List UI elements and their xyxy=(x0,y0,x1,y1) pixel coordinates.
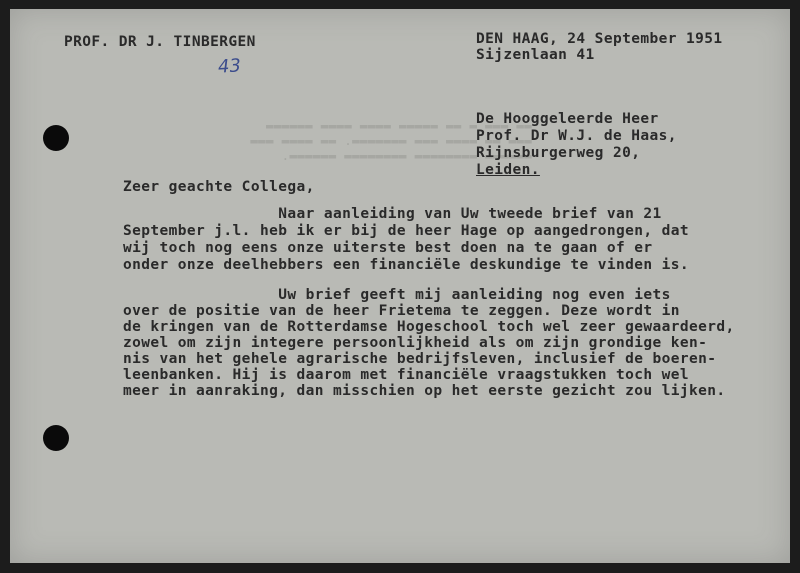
recipient-line-1: De Hooggeleerde Heer xyxy=(476,111,659,127)
paragraph-1-line: September j.l. heb ik er bij de heer Hage op aangedrongen, dat xyxy=(123,223,690,239)
sender-name: PROF. DR J. TINBERGEN xyxy=(64,34,256,50)
handwritten-number: 43 xyxy=(217,55,242,78)
paragraph-1-line: onder onze deelhebbers een financiële deskundige te vinden is. xyxy=(123,257,690,273)
salutation: Zeer geachte Collega, xyxy=(123,179,315,195)
paragraph-2-line: de kringen van de Rotterdamse Hogeschool toch wel zeer gewaardeerd, xyxy=(123,319,735,335)
paragraph-2-line: leenbanken. Hij is daarom met financiële vraagstukken toch wel xyxy=(123,367,690,383)
paragraph-2-line: nis van het gehele agrarische bedrijfsleven, inclusief de boeren- xyxy=(123,351,717,367)
place-date: DEN HAAG, 24 September 1951 xyxy=(476,31,723,47)
paragraph-1-line: Naar aanleiding van Uw tweede brief van 21 xyxy=(123,206,662,222)
paragraph-1-line: wij toch nog eens onze uiterste best doen na te gaan of er xyxy=(123,240,653,256)
punch-hole-top xyxy=(43,125,69,151)
punch-hole-bottom xyxy=(43,425,69,451)
recipient-line-4: Leiden. xyxy=(476,162,540,178)
show-through-text: ▬▬ ▬▬▬ ▬ ▬▬ ▬▬▬▬▬ ▬▬▬▬ ▬▬▬▬ ▬▬▬▬▬▬ ▬▬▬ ▬▬ ▬▬▬▬ ▬▬▬ ▬▬▬▬▬▬▬. ▬▬ ▬▬▬▬ ▬▬▬ ▬▬▬▬▬▬ ▬▬▬▬▬▬▬▬ ▬▬▬▬▬▬▬▬ ▬▬▬▬▬▬. xyxy=(250,118,532,163)
paragraph-2-line: meer in aanraking, dan misschien op het eerste gezicht zou lijken. xyxy=(123,383,726,399)
letter-sheet xyxy=(10,9,790,563)
street-address: Sijzenlaan 41 xyxy=(476,47,595,63)
recipient-line-3: Rijnsburgerweg 20, xyxy=(476,145,641,161)
paragraph-2-line: over de positie van de heer Frietema te zeggen. Deze wordt in xyxy=(123,303,680,319)
paragraph-2-line: Uw brief geeft mij aanleiding nog even iets xyxy=(123,287,671,303)
paragraph-2-line: zowel om zijn integere persoonlijkheid als om zijn grondige ken- xyxy=(123,335,708,351)
recipient-line-2: Prof. Dr W.J. de Haas, xyxy=(476,128,677,144)
